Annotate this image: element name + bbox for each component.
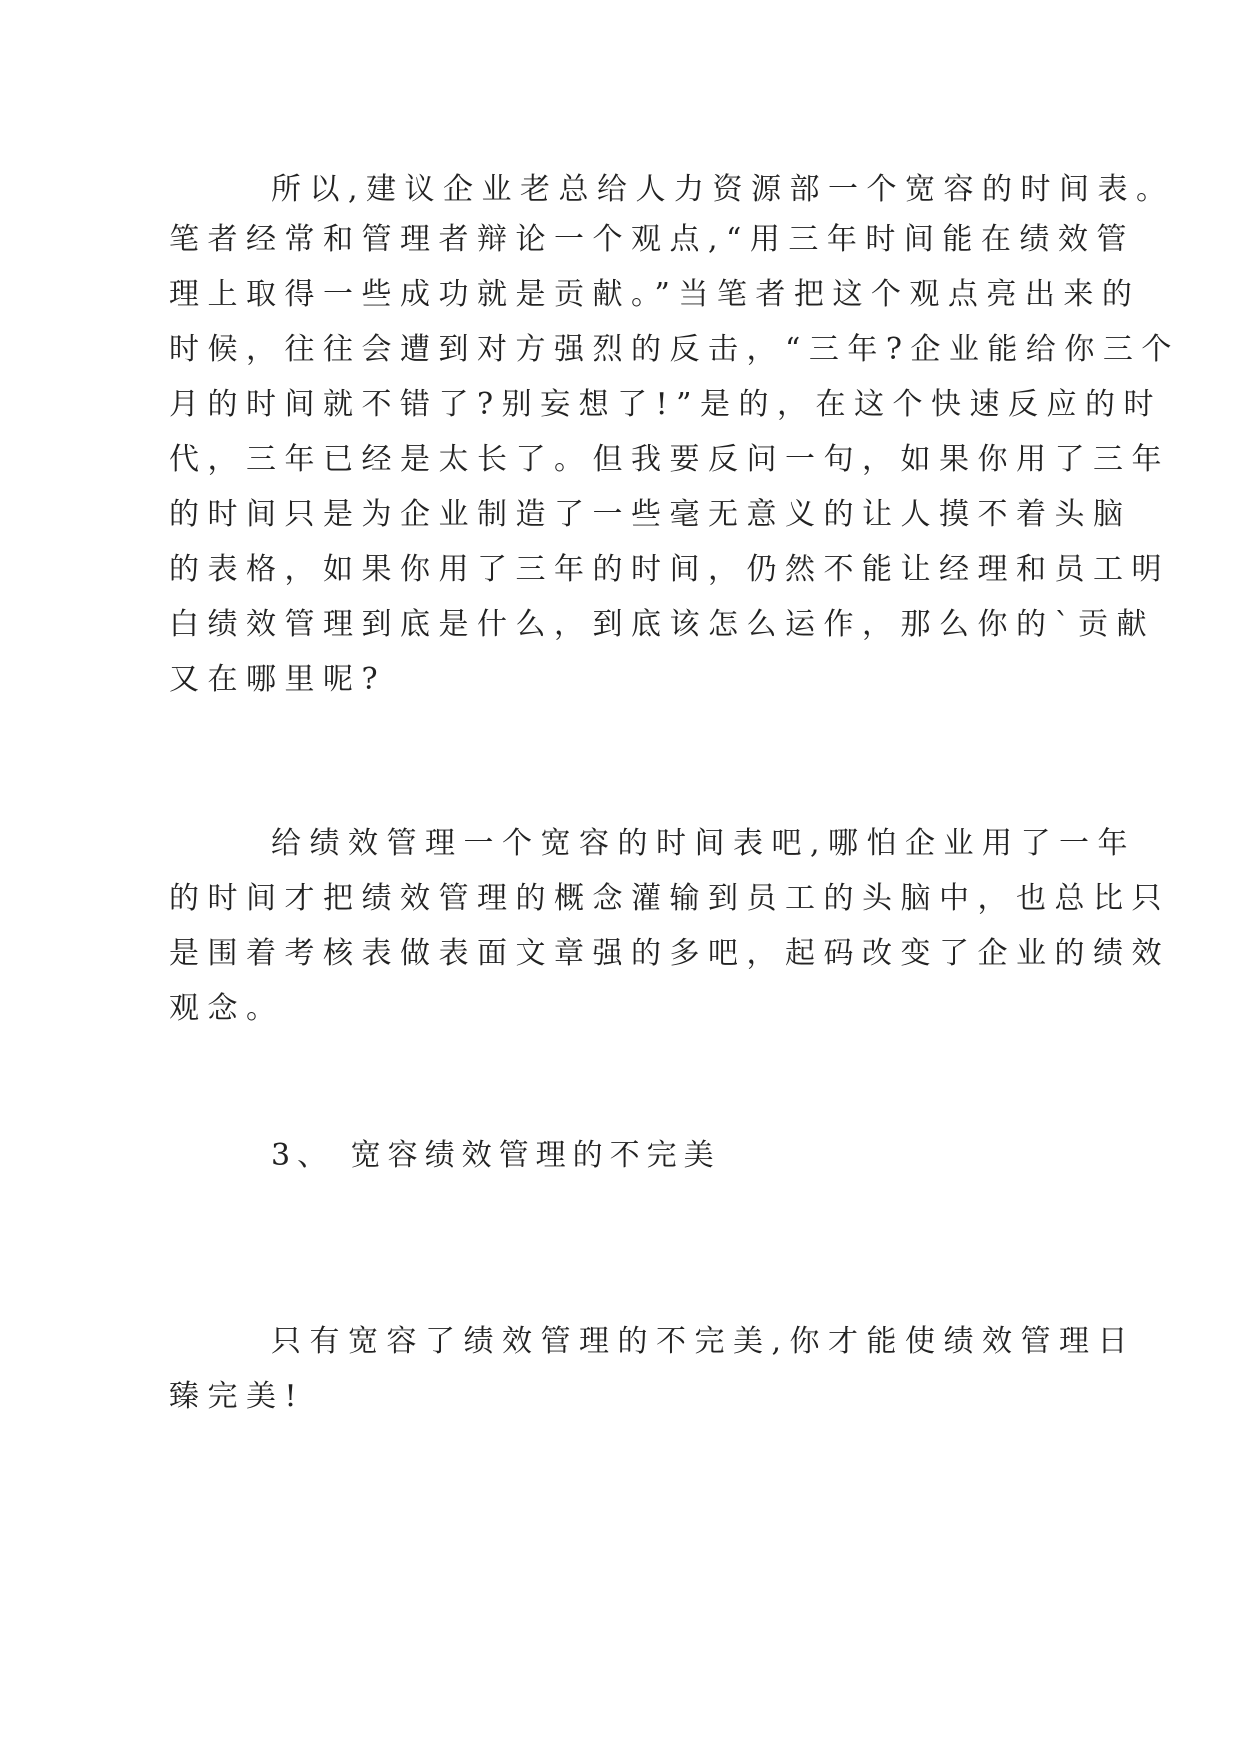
paragraph-1-line-1: 所以,建议企业老总给人力资源部一个宽容的时间表。 bbox=[271, 172, 1175, 207]
paragraph-2-line-3: 是围着考核表做表面文章强的多吧，起码改变了企业的绩效 bbox=[169, 936, 1170, 971]
paragraph-1-line-6: 代，三年已经是太长了。但我要反问一句，如果你用了三年 bbox=[169, 442, 1170, 477]
paragraph-1-line-7: 的时间只是为企业制造了一些毫无意义的让人摸不着头脑 bbox=[169, 497, 1132, 532]
paragraph-1-line-4: 时候，往往会遭到对方强烈的反击，“三年?企业能给你三个 bbox=[169, 332, 1180, 367]
paragraph-1-line-8: 的表格，如果你用了三年的时间，仍然不能让经理和员工明 bbox=[169, 552, 1170, 587]
paragraph-3-line-1: 只有宽容了绩效管理的不完美,你才能使绩效管理日 bbox=[271, 1324, 1137, 1359]
paragraph-3-line-2: 臻完美! bbox=[169, 1379, 306, 1414]
section-heading: 3、 宽容绩效管理的不完美 bbox=[271, 1138, 721, 1173]
paragraph-2-line-4: 观念。 bbox=[169, 991, 285, 1026]
paragraph-1-line-10: 又在哪里呢? bbox=[169, 662, 387, 697]
paragraph-2-line-2: 的时间才把绩效管理的概念灌输到员工的头脑中，也总比只 bbox=[169, 881, 1170, 916]
paragraph-1-line-3: 理上取得一些成功就是贡献。”当笔者把这个观点亮出来的 bbox=[169, 277, 1141, 312]
paragraph-1-line-9: 白绩效管理到底是什么，到底该怎么运作，那么你的`贡献 bbox=[169, 607, 1155, 642]
paragraph-1-line-2: 笔者经常和管理者辩论一个观点,“用三年时间能在绩效管 bbox=[169, 222, 1135, 257]
paragraph-2-line-1: 给绩效管理一个宽容的时间表吧,哪怕企业用了一年 bbox=[271, 826, 1137, 861]
paragraph-1-line-5: 月的时间就不错了?别妄想了!”是的，在这个快速反应的时 bbox=[169, 387, 1162, 422]
